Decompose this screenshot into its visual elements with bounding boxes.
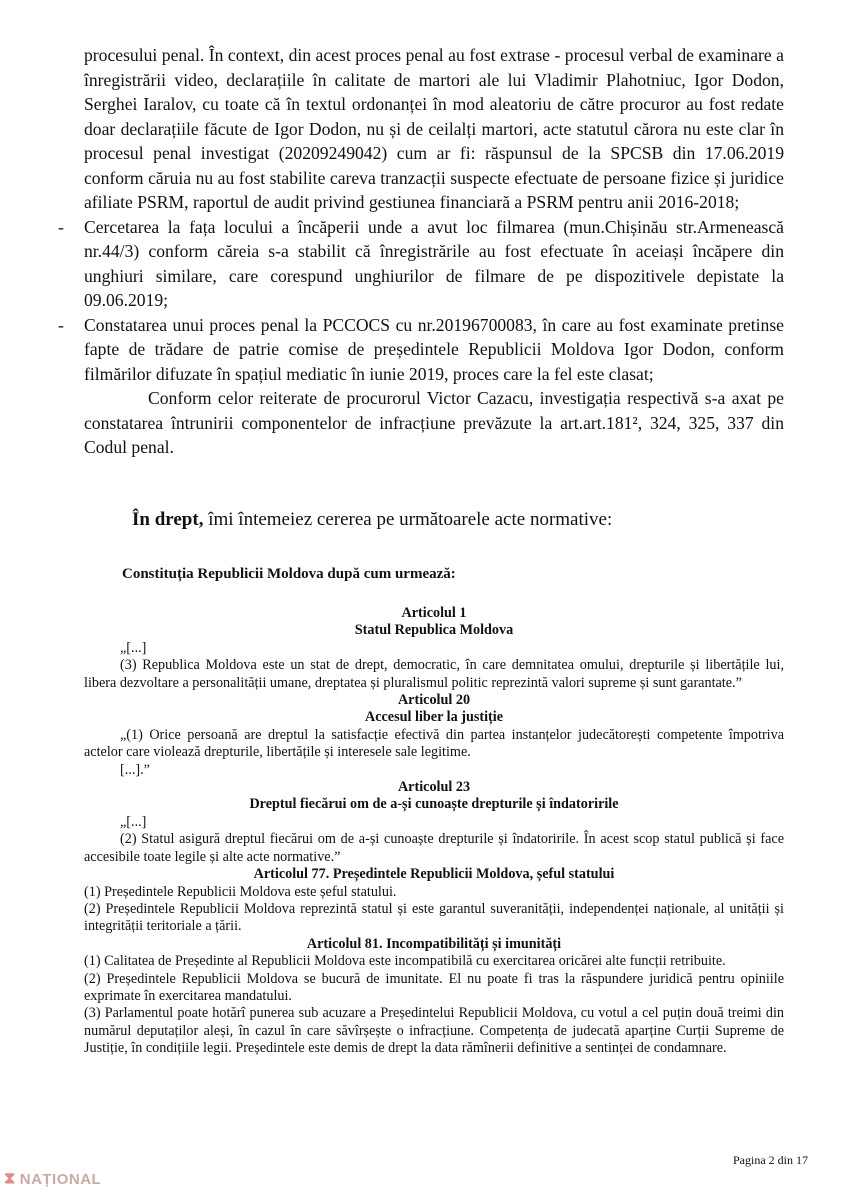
article-20-ellipsis: [...].”	[120, 761, 150, 778]
paragraph-conform: Conform celor reiterate de procurorul Victor Cazacu, investigația respectivă s-a axat pe constatarea întrunirii componentelor de infracțiune prevăzute la art.art.181², 324, 325, 337 din Codul penal.	[84, 388, 784, 457]
body-text-top	[58, 43, 784, 460]
national-logo-icon: ⧗	[4, 1170, 16, 1187]
article-23-text: (2) Statul asigură dreptul fiecărui om de a-și cunoaște drepturile și îndatoririle. În acest scop statul publică și face accesibile toate legile și alte acte normative.”	[84, 831, 784, 865]
bullet-cercetarea	[58, 215, 784, 313]
page-number: Pagina 2 din 17	[733, 1153, 808, 1167]
article-1-title: Articolul 1	[401, 605, 467, 621]
article-81-text-3: (3) Parlamentul poate hotărî punerea sub acuzare a Președintelui Republicii Moldova, cu votul a cel puțin două treimi din numărul deputaților aleși, în cazul în care săvîrșește o infracțiune. Competența de judecată aparține Curții Supreme de Justiție, în condițiile legii. Președintele este demis de drept la data rămînerii definitive a sentinței de condamnare.	[84, 1005, 784, 1057]
bullet-text: Cercetarea la fața locului a încăperii unde a avut loc filmarea (mun.Chișinău str.Armenească nr.44/3) conform căreia s-a stabilit că înregistrările au fost efectuate în aceiași încăpere din unghiuri similare, care corespund unghiurilor de filmare de pe dispozitivele depistate la 09.06.2019;	[84, 216, 784, 310]
bullet-text: Constatarea unui proces penal la PCCOCS cu nr.20196700083, în care au fost examinate pretinse fapte de trădare de patrie comise de președintele Republicii Moldova Igor Dodon, conform filmărilor difuzate în spațiul mediatic în iunie 2019, proces care la fel este clasat;	[84, 314, 784, 384]
article-81-text-1: (1) Calitatea de Președinte al Republicii Moldova este incompatibilă cu exercitarea oricărei alte funcții retribuite.	[84, 953, 726, 970]
article-77-title: Articolul 77. Președintele Republicii Moldova, șeful statului	[253, 866, 615, 883]
article-1-text: (3) Republica Moldova este un stat de drept, democratic, în care demnitatea omului, drepturile și libertățile lui, libera dezvoltare a personalității umane, dreptatea și pluralismul politic reprezintă valori supreme și sunt garantate.”	[84, 657, 784, 691]
bullet-dash: -	[58, 314, 64, 335]
constitutie-heading	[84, 566, 784, 583]
article-77-text-1: (1) Președintele Republicii Moldova este șeful statului.	[84, 883, 397, 900]
in-drept-line	[84, 508, 784, 533]
in-drept-text: îmi întemeiez cererea pe următoarele acte normative:	[203, 509, 613, 530]
article-20-text: „(1) Orice persoană are dreptul la satisfacție efectivă din partea instanțelor judecătorești competente împotriva actelor care violează drepturile, libertățile și interesele sale legitime.	[84, 726, 784, 761]
article-23-subtitle: Dreptul fiecărui om de a-și cunoaște drepturile și îndatoririle	[249, 796, 619, 813]
article-23-title: Articolul 23	[397, 779, 471, 796]
articles-block	[84, 605, 784, 1058]
article-77-text-2: (2) Președintele Republicii Moldova reprezintă statul și este garantul suveranității, independenței naționale, al unității și integrității teritoriale a țării.	[84, 900, 784, 935]
national-logo-text: NAȚIONAL	[19, 1170, 102, 1188]
article-1-ellipsis: „[...]	[120, 639, 147, 656]
bullet-constatarea	[58, 313, 784, 387]
article-81-text-2: (2) Președintele Republicii Moldova se bucură de imunitate. El nu poate fi tras la răspundere juridică pentru opiniile exprimate în exercitarea mandatului.	[84, 970, 784, 1004]
article-1-subtitle: Statul Republica Moldova	[354, 622, 514, 639]
article-20-subtitle: Accesul liber la justiție	[364, 709, 504, 726]
article-23-ellipsis: „[...]	[120, 813, 147, 830]
bullet-dash: -	[58, 216, 64, 237]
constitutie-heading-text: Constituția Republicii Moldova după cum urmează:	[122, 566, 456, 582]
national-watermark-logo	[4, 1170, 101, 1188]
article-20-title: Articolul 20	[397, 692, 471, 709]
paragraph-proces-penal: procesului penal. În context, din acest proces penal au fost extrase - procesul verbal de examinare a înregistrării video, declarațiile în calitate de martori ale lui Vladimir Plahotniuc, Igor Dodon, Serghei Iaralov, cu toate că în textul ordonanței în mod aleatoriu de către procuror au fost redate doar declarațiile făcute de Igor Dodon, nu și de ceilalți martori, acte statutul cărora nu este clar în procesul penal investigat (20209249042) cum ar fi: răspunsul de la SPCSB din 17.06.2019 conform căruia nu au fost stabilite careva tranzacții suspecte efectuate de persoane fizice și juridice afiliate PSRM, raportul de audit privind gestiunea financiară a PSRM pentru anii 2016-2018;	[84, 45, 784, 212]
article-81-title: Articolul 81. Incompatibilități și imunități	[306, 935, 562, 952]
in-drept-label: În drept,	[132, 509, 204, 530]
